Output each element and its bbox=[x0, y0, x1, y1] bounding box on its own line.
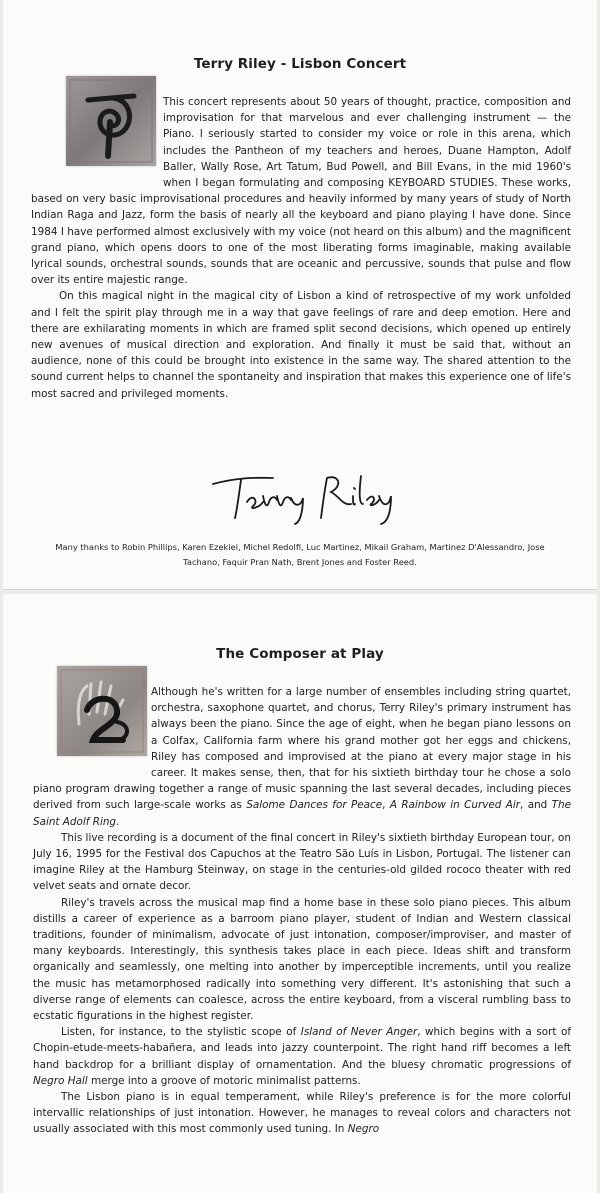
acknowledgements: Many thanks to Robin Phillips, Karen Ezekiel, Michel Redolfi, Luc Martinez, Mikail Graham, Martinez D'Alessandro, Jose Tachano, Faquir Pran Nath, Brent Jones and Foster Reed. bbox=[55, 542, 545, 567]
text-run: , and bbox=[520, 799, 552, 812]
page-title: Terry Riley - Lisbon Concert bbox=[193, 56, 407, 72]
paragraph: Riley's travels across the musical map find a home base in these solo piano pieces. This album distills a career of experience as a barroom piano player, student of Indian and Western classical traditions, founder of minimalism, advocate of just intonation, composer/improviser, and master of many keyboards. Interestingly, this synthesis takes place in each piece. Ideas shift and transform organically and seamlessly, one melting into another by imperceptible increments, until you realize the music has metamorphosed radically into something very different. It's astonishing that such a diverse range of elements can coalesce, across the entire keyboard, from a visceral rumbling bass to ecstatic figurations in the highest register. bbox=[33, 896, 571, 1023]
work-title: Island of Never Anger bbox=[300, 1026, 418, 1039]
paragraph bbox=[33, 1089, 571, 1138]
paragraph bbox=[33, 1024, 571, 1089]
essay-text bbox=[33, 684, 571, 1138]
work-title: Negro Hall bbox=[33, 1074, 88, 1087]
letter-text bbox=[31, 94, 571, 402]
paragraph: This concert represents about 50 years of thought, practice, composition and improvisation for that marvelous and ever challenging instrument — the Piano. I seriously started to consider my voice or role in this arena, which includes the Pantheon of my teachers and heroes, Duane Hampton, Adolf Baller, Wally Rose, Art Tatum, Bud Powell, and Bill Evans, in the mid 1960's when I began formulating and composing KEYBOARD STUDIES. These works, based on very basic improvisational procedures and heavily informed by many years of study of North Indian Raga and Jazz, form the basis of nearly all the keyboard and piano playing I have done. Since 1984 I have performed almost exclusively with my voice (not heard on this album) and the magnificent grand piano, which opens doors to one of the most liberating forms imaginable, making available lyrical sounds, orchestral sounds, sounds that are oceanic and percussive, sounds that pulse and flow over its entire majestic range. bbox=[31, 96, 571, 287]
booklet-page-composer-at-play bbox=[3, 594, 597, 1193]
work-title: A Rainbow in Curved Air bbox=[389, 799, 521, 812]
work-title: Salome Dances for Peace bbox=[246, 799, 383, 812]
signature-image bbox=[203, 462, 403, 532]
text-run: The Lisbon piano is in equal temperament, while Riley's preference is for the more colorful intervallic relationships of just intonation. However, he manages to reveal colors and characters not usually associated with this most commonly used tuning. In bbox=[33, 1091, 571, 1136]
work-title: Negro bbox=[347, 1123, 380, 1136]
text-run: , bbox=[382, 799, 390, 812]
paragraph: This live recording is a document of the final concert in Riley's sixtieth birthday European tour, on July 16, 1995 for the Festival dos Capuchos at the Teatro São Luís in Lisbon, Portugal. The listener can imagine Riley at the Hamburg Steinway, on stage in the centuries-old gilded rococo theater with red velvet seats and ornate decor. bbox=[33, 831, 571, 893]
text-run: Although he's written for a large number of ensembles including string quartet, orchestra, saxophone quartet, and chorus, Terry Riley's primary instrument has always been the piano. Since the age of eight, when he began piano lessons on a Colfax, California farm where his grand mother got her eggs and chickens, Riley has composed and improvised at the piano at every major stage in his career. It makes sense, then, that for his sixtieth birthday tour he chose a solo piano program drawing together a range of music spanning the last several decades, including pieces derived from such large-scale works as bbox=[33, 686, 571, 812]
text-run: Listen, for instance, to the stylistic scope of bbox=[61, 1026, 301, 1039]
paragraph: On this magical night in the magical city of Lisbon a kind of retrospective of my work unfolded and I felt the spirit play through me in a way that gave feelings of rare and deep emotion. Here and there are exhilarating moments in which are framed split second decisions, which opened up entirely new avenues of musical direction and exploration. And finally it must be said that, without an audience, none of this could be brought into existence in the same way. The shared attention to the sound current helps to channel the spontaneity and inspiration that makes this experience one of life's most sacred and privileged moments. bbox=[31, 290, 571, 400]
text-run: . bbox=[116, 815, 120, 828]
booklet-page-lisbon-concert bbox=[3, 0, 597, 590]
text-run: , which begins with a sort of Chopin-etude-meets-habañera, and leads into jazzy counterpoint. The right hand riff becomes a left hand backdrop for a brilliant display of ornamentation. And the bluesy chromatic progressions of bbox=[33, 1026, 571, 1071]
page-title: The Composer at Play bbox=[216, 646, 384, 662]
work-title: The Saint Adolf Ring bbox=[33, 799, 571, 828]
text-run: merge into a groove of motoric minimalist patterns. bbox=[87, 1074, 361, 1087]
